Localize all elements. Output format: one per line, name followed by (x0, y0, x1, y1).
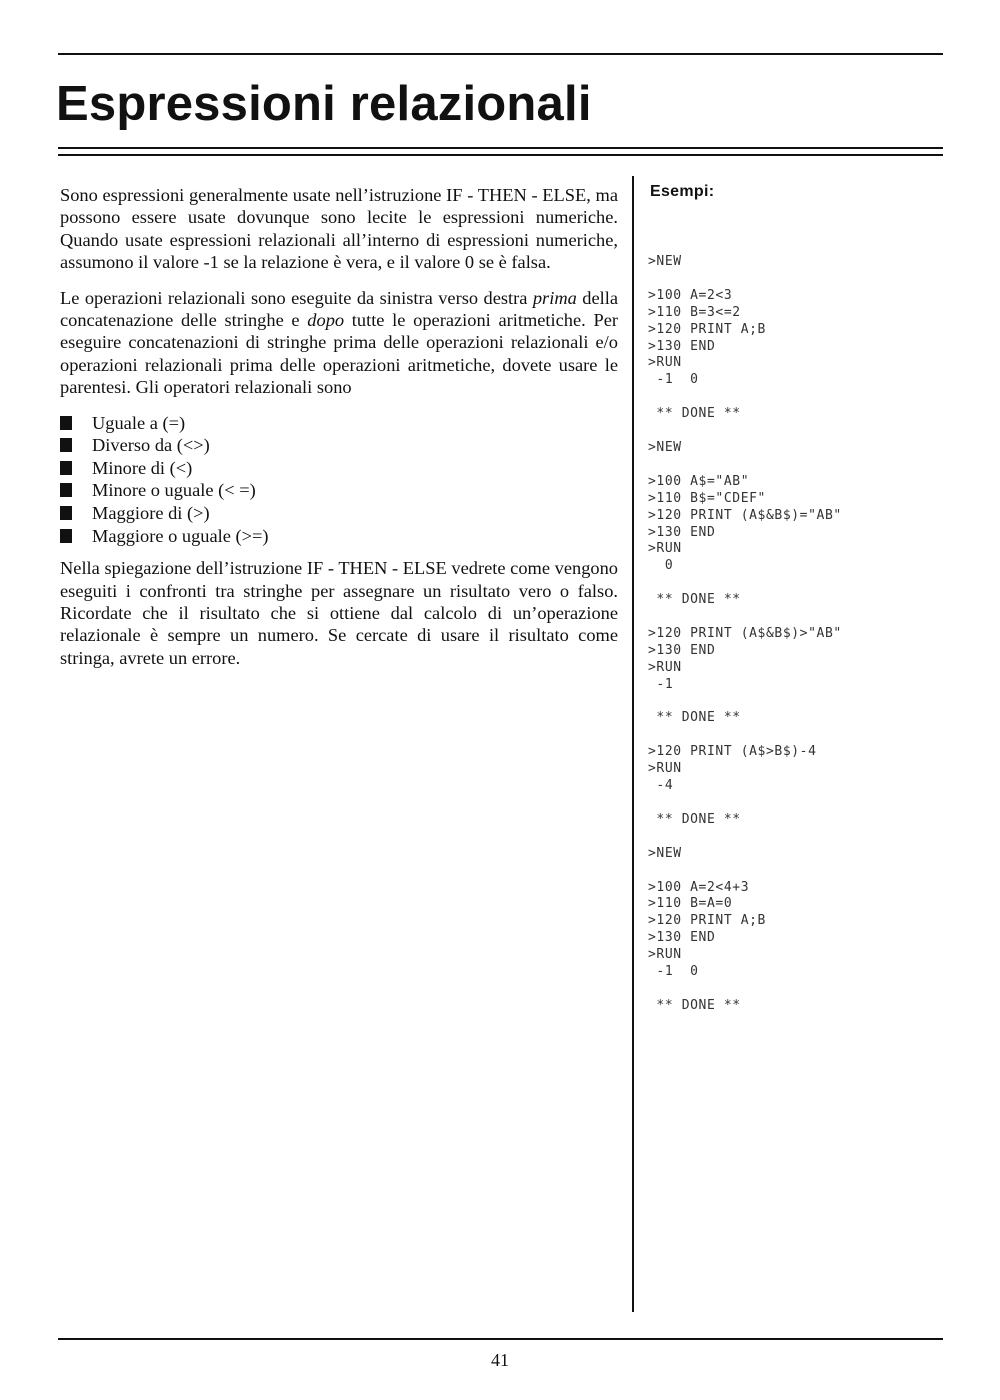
operator-label: Uguale a (=) (92, 412, 186, 433)
operator-label: Maggiore di (>) (92, 503, 210, 524)
top-rule (58, 53, 943, 55)
bottom-rule (58, 1338, 943, 1340)
paragraph-operations-text-3: tutte le operazioni aritmetiche. Per eseguire concatenazioni di stringhe prima delle operazioni relazionali e/o operazioni relazionali prima delle operazioni aritmetiche, dovete usare le parentesi. Gli operatori relazionali sono (60, 310, 618, 398)
square-bullet-icon (60, 438, 72, 452)
square-bullet-icon (60, 483, 72, 497)
operator-label: Minore o uguale (< =) (92, 480, 256, 501)
column-divider (632, 176, 634, 1312)
page-title: Espressioni relazionali (56, 77, 592, 131)
operator-list (60, 412, 618, 548)
main-column (60, 184, 618, 682)
list-item (60, 412, 618, 435)
paragraph-intro: Sono espressioni generalmente usate nell’istruzione IF - THEN - ELSE, ma possono essere usate dovunque sono lecite le espressioni numeriche. Quando usate espressioni relazionali all’interno di espressioni numeriche, assumono il valore -1 se la relazione è vera, e il valore 0 se è falsa. (60, 185, 618, 273)
square-bullet-icon (60, 461, 72, 475)
page-number: 41 (491, 1350, 509, 1370)
title-rule-upper (58, 147, 943, 149)
operator-label: Minore di (<) (92, 457, 193, 478)
paragraph-strings: Nella spiegazione dell’istruzione IF - THEN - ELSE vedrete come vengono eseguiti i confronti tra stringhe per assegnare un risultato vero o falso. Ricordate che il risultato che si ottiene dal calcolo di un’operazione relazionale è sempre un numero. Se cercate di usare il risultato come stringa, avrete un errore. (60, 558, 618, 668)
list-item (60, 502, 618, 525)
operator-label: Maggiore o uguale (>=) (92, 525, 269, 546)
paragraph-operations-text-2: della concatenazione delle stringhe e (60, 287, 618, 331)
emphasis-prima: prima (532, 287, 577, 308)
square-bullet-icon (60, 416, 72, 430)
paragraph-operations-text-1: Le operazioni relazionali sono eseguite da sinistra verso destra (60, 287, 533, 308)
operator-label: Diverso da (<>) (92, 435, 210, 456)
square-bullet-icon (60, 529, 72, 543)
list-item (60, 457, 618, 480)
examples-heading: Esempi: (650, 183, 715, 200)
square-bullet-icon (60, 506, 72, 520)
emphasis-dopo: dopo (307, 310, 345, 331)
title-rule-lower (58, 154, 943, 156)
list-item (60, 525, 618, 548)
paragraph-operations (60, 287, 618, 399)
code-listing: >NEW >100 A=2<3 >110 B=3<=2 >120 PRINT A;B >130 END >RUN -1 0 ** DONE ** >NEW >100 A$="AB" >110 B$="CDEF" >120 PRINT (A$&B$)="AB" >130 END >RUN 0 ** DONE ** >120 PRINT (A$&B$)>"AB" >130 END >RUN -1 ** DONE ** >120 PRINT (A$>B$)-4 >RUN -4 ** DONE ** >NEW >100 A=2<4+3 >110 B=A=0 >120 PRINT A;B >130 END >RUN -1 0 ** DONE ** (648, 254, 842, 1013)
list-item (60, 479, 618, 502)
list-item (60, 434, 618, 457)
